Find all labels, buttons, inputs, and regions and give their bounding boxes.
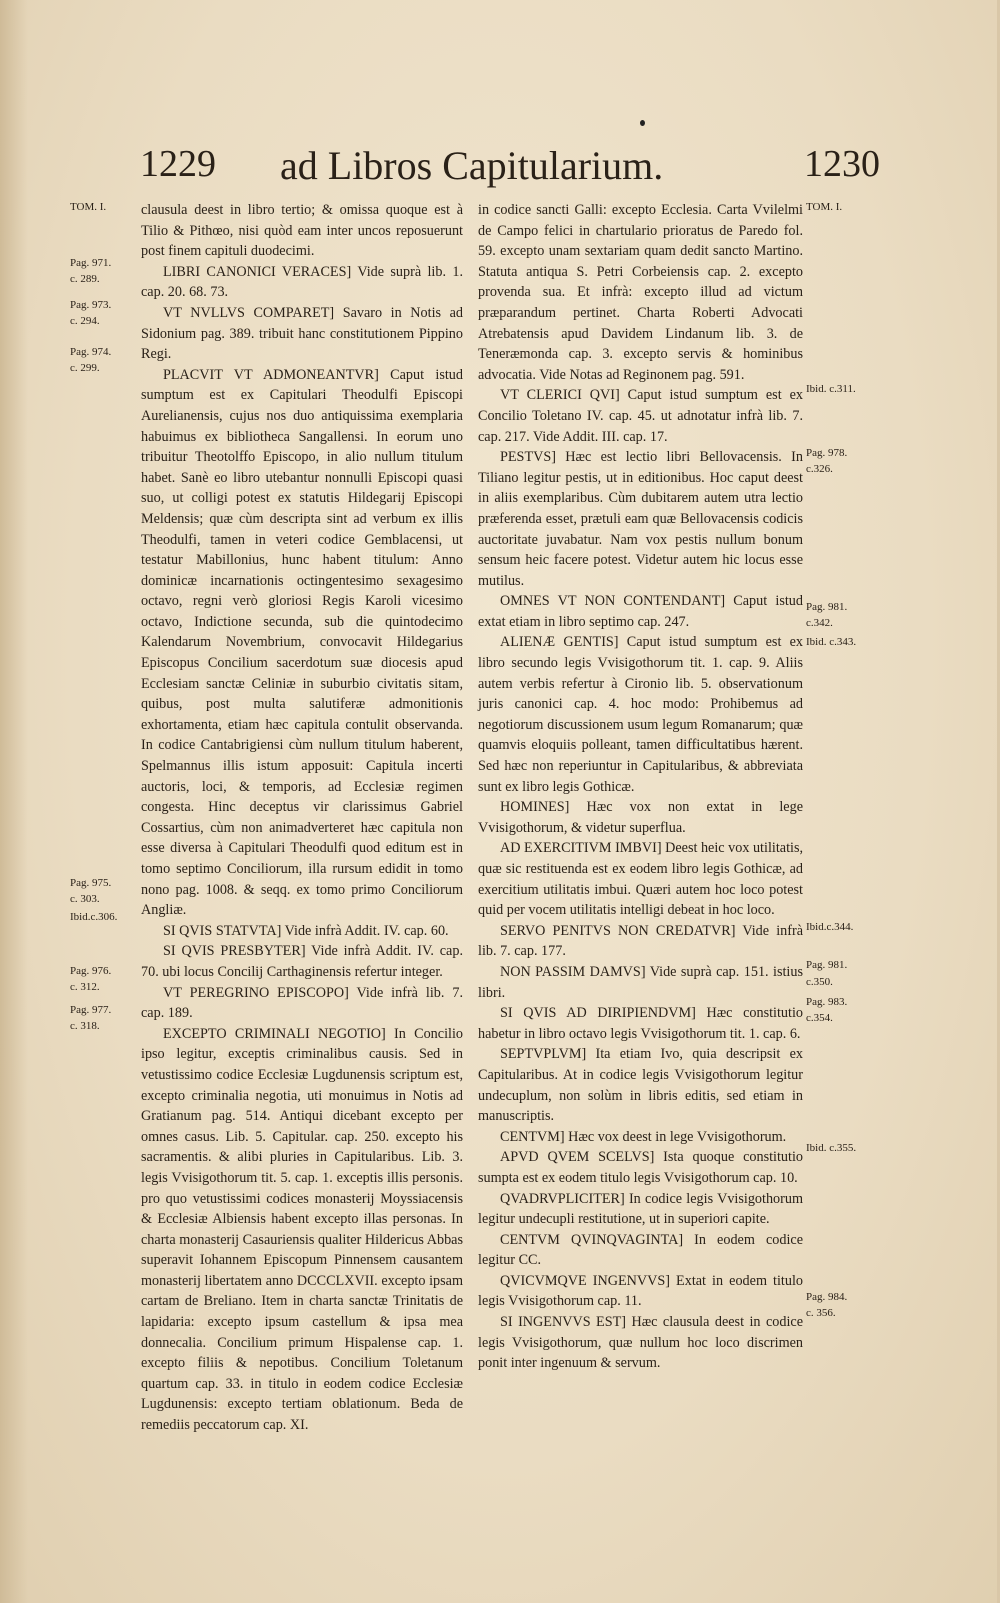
margin-note: Ibid. c.343. [806,636,857,648]
paragraph: PESTVS] Hæc est lectio libri Bellovacensis. In Tiliano legitur pestis, ut in editionibus. Hoc caput deest in aliis exemplaribus. Cùm dubitarem autem utra lectio præferenda esset, prætuli eam quæ Bellovacensis codicis auctoritate juvabatur. Nam vox pestis nullum bonum sensum heic facere potest. Videtur autem hic locus esse mutilus. [478,449,803,589]
paragraph: SI INGENVVS EST] Hæc clausula deest in codice legis Vvisigothorum, quæ nullum hoc loco discrimen ponit inter ingenuum & servum. [478,1314,803,1372]
text-column-right [478,200,803,1374]
paragraph: QVICVMQVE INGENVVS] Extat in eodem titulo legis Vvisigothorum cap. 11. [478,1272,803,1310]
paragraph: SI QVIS STATVTA] Vide infrà Addit. IV. cap. 60. [163,922,449,939]
paragraph: APVD QVEM SCELVS] Ista quoque constitutio sumpta est ex eodem titulo legis Vvisigothorum cap. 10. [478,1149,803,1186]
page-spine-shadow [0,0,28,1603]
margin-note: Pag. 981. [806,959,848,971]
paragraph: AD EXERCITIVM IMBVI] Deest heic vox utilitatis, quæ sic restituenda est ex eodem libro legis Gothicæ, ad exercitium utilitatis imbui. Quæri autem hoc loco potest quid per vocem utilitatis intelligi debeat in hoc loco. [478,840,804,919]
margin-note: Pag. 974. [70,346,112,358]
paragraph: SI QVIS PRESBYTER] Vide infrà Addit. IV. cap. 70. ubi locus Concilij Carthaginensis refertur integer. [141,943,463,980]
paragraph: in codice sancti Galli: excepto Ecclesia. Carta Vvilelmi de Campo felici in chartulario prioratus de Paredo fol. 59. excepto unam sextariam quam dedit sancto Martino. Statuta antiqua S. Petri Corbeiensis cap. 2. excepto provenda sua. Et infrà: excepto illud ad victum præparandum pertinet. Charta Roberti Advocati Atrebatensis apud Davidem Lindanum lib. 3. de Teneræmonda cap. 3. excepto servis & hominibus advocatia. Vide Notas ad Reginonem pag. 591. [478,202,803,383]
paragraph: CENTVM] Hæc vox deest in lege Vvisigothorum. [500,1128,787,1145]
paragraph: QVADRVPLICITER] In codice legis Vvisigothorum legitur undecupli restitutione, ut in superiori capite. [478,1190,803,1228]
margin-note: c.342. [806,617,833,629]
ink-dot [640,120,645,126]
margin-note: c.350. [806,976,833,988]
paragraph: HOMINES] Hæc vox non extat in lege Vvisigothorum, & videtur superflua. [478,799,803,836]
margin-note: TOM. I. [70,201,107,213]
margin-note: c. 318. [70,1020,100,1032]
page-number-left: 1229 [140,143,216,185]
paragraph: SEPTVPLVM] Ita etiam Ivo, quia descripsit ex Capitularibus. At in codice legis Vvisigothorum legitur undecuplum, non solùm in libris editis, sed etiam in manuscriptis. [478,1046,803,1125]
margin-note: Pag. 984. [806,1291,848,1303]
running-header [120,142,880,198]
margin-note: Ibid. c.311. [806,383,856,395]
paragraph: clausula deest in libro tertio; & omissa quoque est à Tilio & Pithœo, nisi quòd eam inter uncos reposuerunt post finem capituli duodecimi. [141,202,463,260]
margin-note: Pag. 976. [70,965,112,977]
margin-note: Ibid. c.355. [806,1142,857,1154]
margin-note: c. 289. [70,273,100,285]
paragraph: PLACVIT VT ADMONEANTVR] Caput istud sumptum est ex Capitulari Theodulfi Episcopi Aurelianensis, cujus nos duo antiquissima exemplaria habuimus ex bibliotheca Sangallensi. In eorum uno tribuitur Theotolffo Episcopo, in alio nullum titulum habet. Sanè eo libro utebantur nonnulli Episcopi quasi suo, ut colligi potest ex statutis Hildegarij Episcopi Meldensis; quæ cùm descripta sint ad verbum ex illis Theodulfi, tamen in veteri codice Gemblacensi, ut testatur Mabillonius, hunc habent titulum: Anno dominicæ incarnationis octingentesimo sexagesimo octavo, regni verò gloriosi Regis Karoli vicesimo octavo, Indictione secunda, sub die quintodecimo Kalendarum Novembrium, convocavit Hildegarius Episcopus Concilium sacerdotum suæ diocesis apud Ecclesiam sanctæ Celiniæ in suburbio civitatis sitam, quibus, post multa salutiferæ admonitionis exhortamenta, etiam hæc capitula contulit observanda. In codice Cantabrigiensi cùm nullum titulum haberent, Spelmannus illis istum apposuit: Capitula incerti auctoris, loci, & temporis, ad Ecclesiæ regimen congesta. Hinc deceptus vir clarissimus Gabriel Cossartius, cùm non animadverteret hæc capitula non esse diversa à Capitulari Theodulfi quod editum est in tomo septimo Conciliorum, illa rursum edidit in tomo nono pag. 1008. & seqq. ex tomo primo Conciliorum Angliæ. [141,366,463,919]
margin-note: Pag. 975. [70,877,112,889]
paragraph: SI QVIS AD DIRIPIENDVM] Hæc constitutio habetur in libro octavo legis Vvisigothorum tit. 1. cap. 6. [478,1005,803,1042]
margin-note: Pag. 973. [70,299,112,311]
text-column-left [141,200,463,1436]
margin-note: c. 294. [70,315,100,327]
paragraph: CENTVM QVINQVAGINTA] In eodem codice legitur CC. [478,1231,803,1269]
paragraph: NON PASSIM DAMVS] Vide suprà cap. 151. istius libri. [478,963,803,1001]
margin-note: c. 299. [70,362,100,374]
page-number-right: 1230 [804,143,880,185]
margin-note: c.326. [806,463,833,475]
margin-note: Pag. 981. [806,601,848,613]
paragraph: VT NVLLVS COMPARET] Savaro in Notis ad Sidonium pag. 389. tribuit hanc constitutionem Pippino Regi. [141,304,463,363]
margin-note: TOM. I. [806,201,843,213]
margin-note: Pag. 978. [806,447,848,459]
margin-note: c. 356. [806,1307,836,1319]
margin-note: c.354. [806,1012,833,1024]
paragraph: EXCEPTO CRIMINALI NEGOTIO] In Concilio ipso legitur, exceptis criminalibus causis. Sed in vetustissimo codice Ecclesiæ Lugdunensis scriptum est, excepto criminalia negotia, uti monuimus in Notis ad Gratianum pag. 514. Antiqui dicebant excepto per omnes casus. Lib. 5. Capitular. cap. 250. excepto his sacramentis. & alibi pluries in Capitularibus. Lib. 3. legis Vvisigothorum tit. 5. cap. 1. exceptis illis personis. pro quo vetustissimi codices monasterij Moyssiacensis & Ecclesiæ Albiensis habent excepto illas personas. In charta monasterij Casauriensis qualiter Hildericus Abbas superavit Iohannem Episcopum Pinnensem causantem monasterij libertatem anno DCCCLXVII. excepto ipsam cartam de Breliano. Item in charta sanctæ Trinitatis de lapidaria: excepto ipsum castellum & ipsa mea donnecalia. Concilium primum Hispalense cap. 1. excepto filiis & nepotibus. Concilium Toletanum quartum cap. 33. in titulo in eodem codice Ecclesiæ Lugdunensis: excepto tertiam oblationum. Beda de remediis peccatorum cap. XI. [141,1025,463,1434]
paragraph: VT CLERICI QVI] Caput istud sumptum est ex Concilio Toletano IV. cap. 45. ut adnotatur infrà lib. 7. cap. 217. Vide Addit. III. cap. 17. [478,387,803,445]
margin-note: Ibid.c.344. [806,921,854,933]
margin-note: Ibid.c.306. [70,911,118,923]
margin-note: Pag. 977. [70,1004,112,1016]
margin-note: Pag. 983. [806,996,848,1008]
paragraph: ALIENÆ GENTIS] Caput istud sumptum est ex libro secundo legis Vvisigothorum tit. 1. cap. 9. Aliis autem verbis refertur à Cironio lib. 5. observationum juris canonici cap. 4. hoc modo: Prohibemus ad negotiorum discussionem usum legum Romanarum; quæ quamvis eloquiis polleant, tamen difficultatibus hærent. Sed hæc non reperiuntur in Capitularibus, & abbreviata sunt ex libro legis Gothicæ. [478,634,803,795]
margin-note: c. 303. [70,893,100,905]
paragraph: VT PEREGRINO EPISCOPO] Vide infrà lib. 7. cap. 189. [141,984,463,1022]
paragraph: SERVO PENITVS NON CREDATVR] Vide infrà lib. 7. cap. 177. [478,922,803,960]
paragraph: OMNES VT NON CONTENDANT] Caput istud extat etiam in libro septimo cap. 247. [478,593,803,630]
margin-note: c. 312. [70,981,100,993]
paragraph: LIBRI CANONICI VERACES] Vide suprà lib. 1. cap. 20. 68. 73. [141,263,463,301]
margin-note: Pag. 971. [70,257,112,269]
running-title: ad Libros Capitularium. [280,143,664,188]
